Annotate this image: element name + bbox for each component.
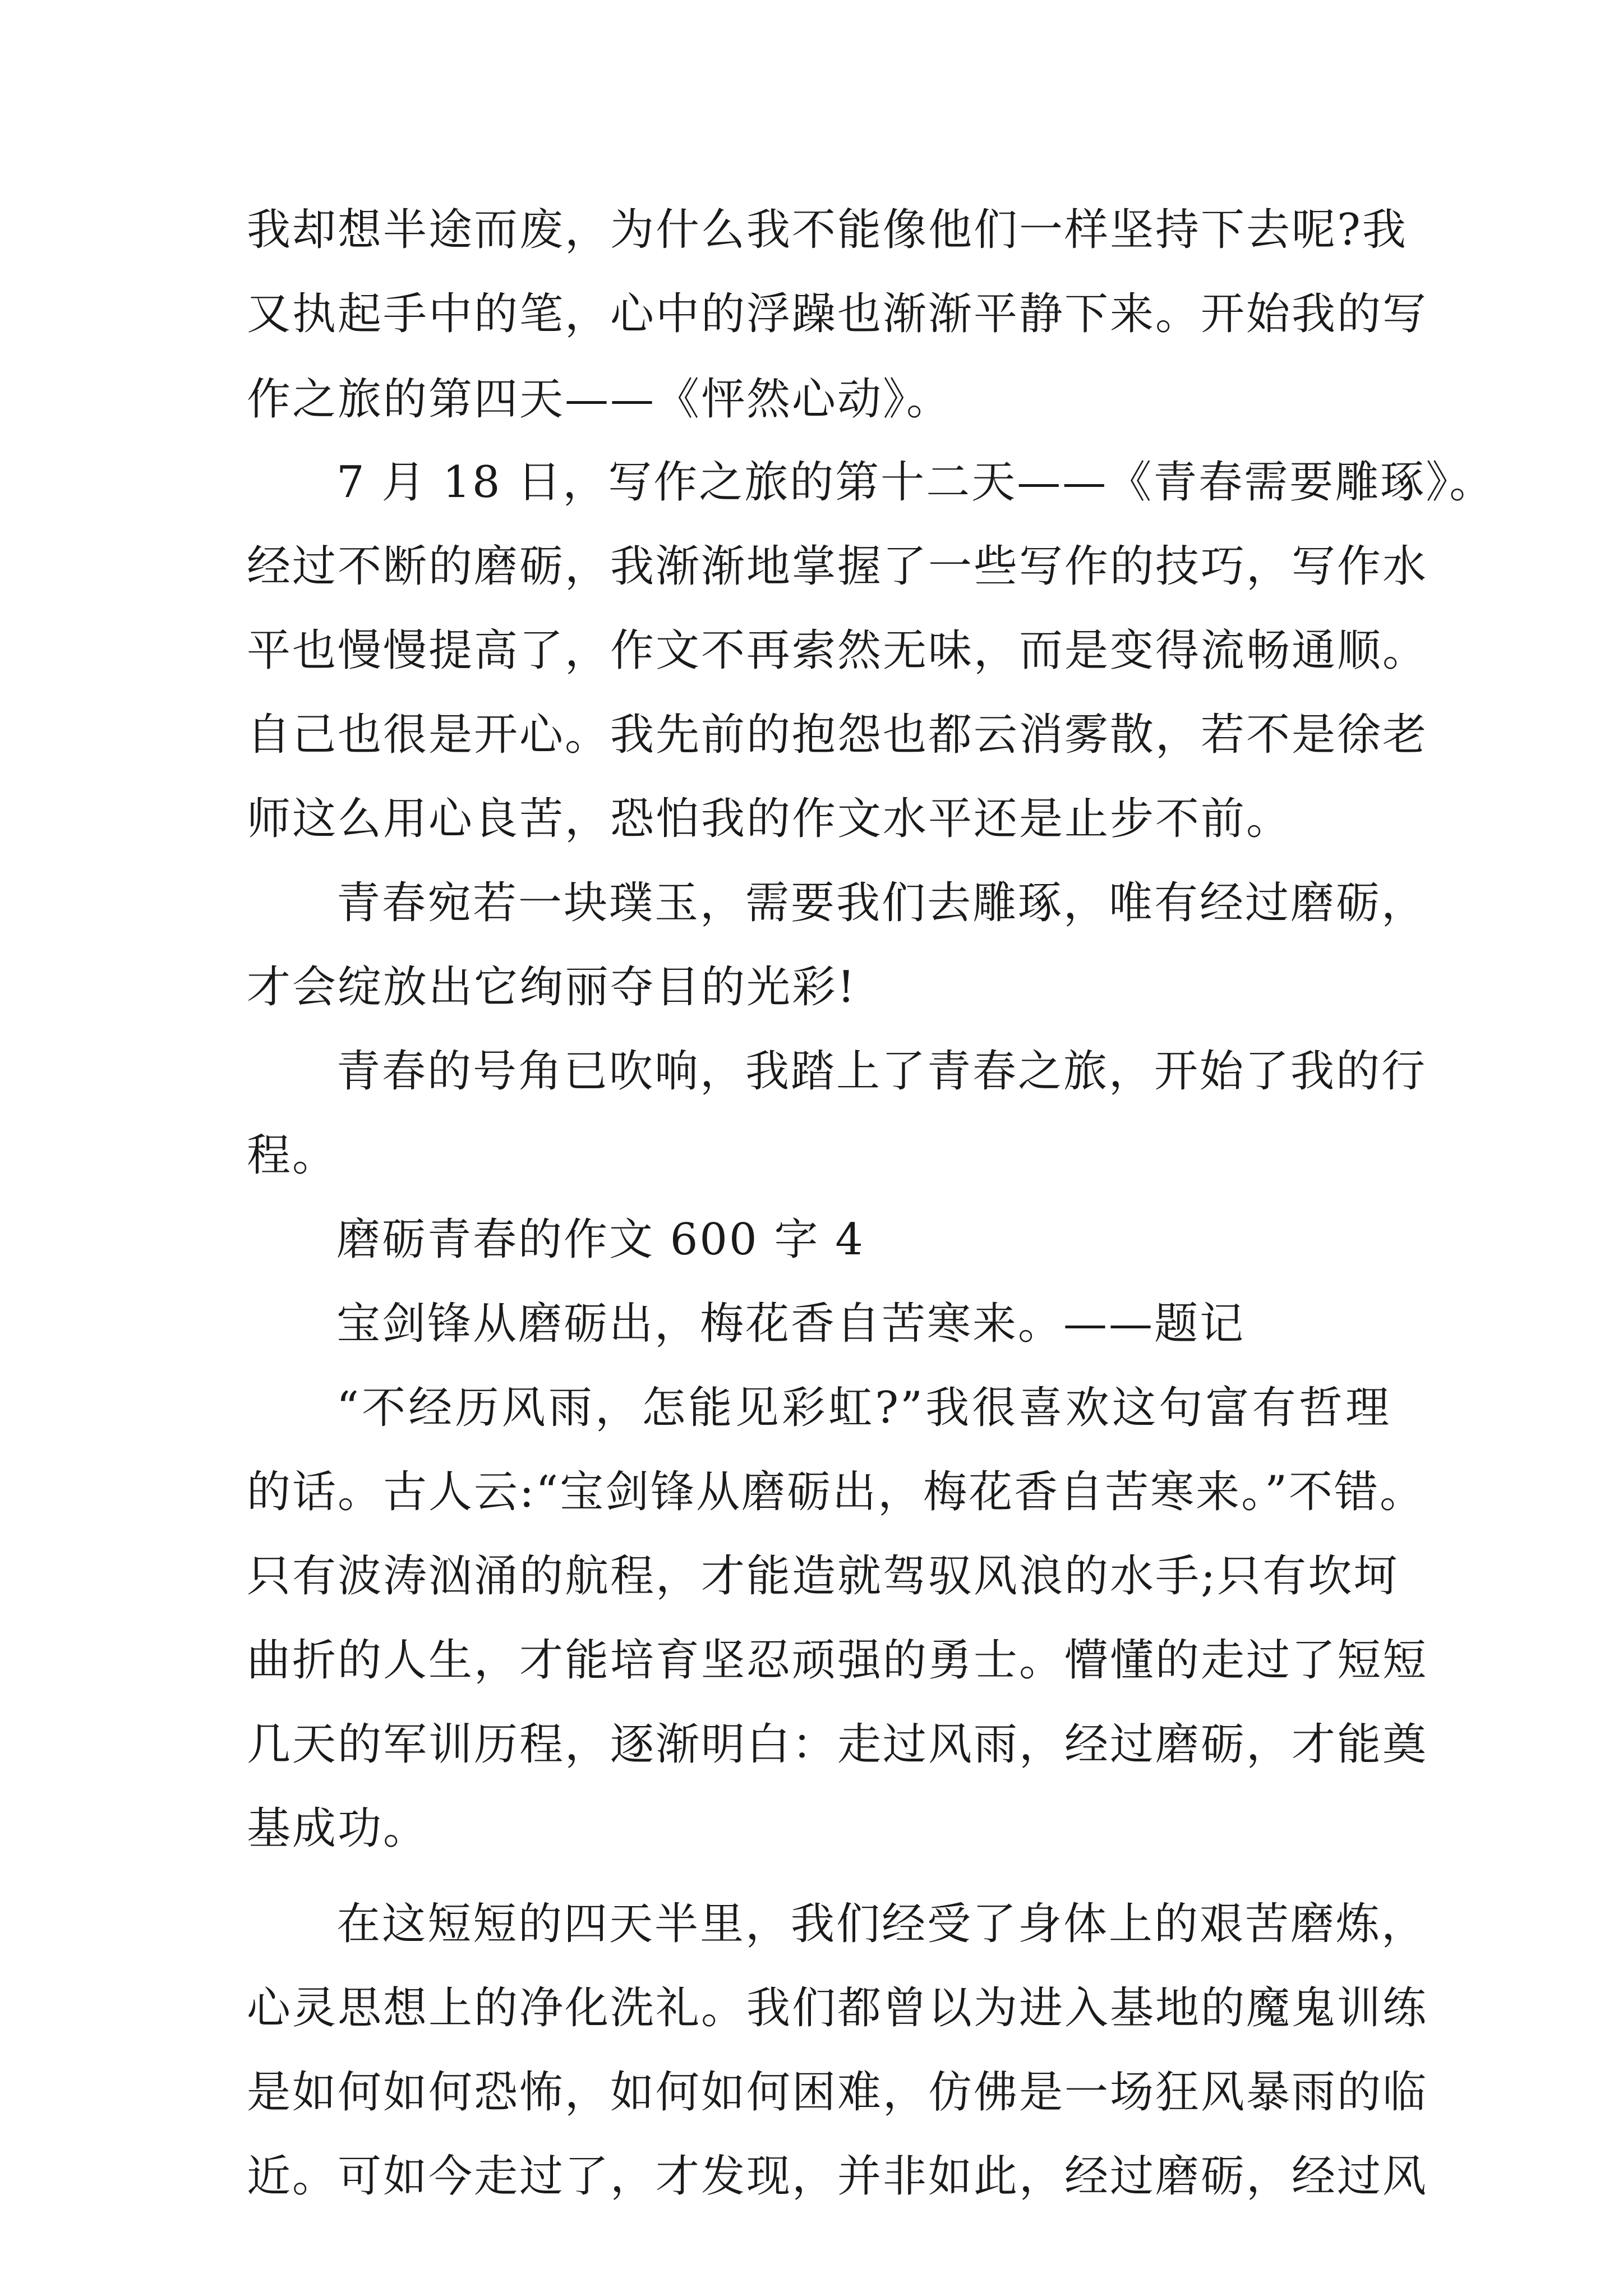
text-line: 程。	[247, 1130, 338, 1181]
text-line: 只有波涛汹涌的航程，才能造就驾驭风浪的水手;只有坎坷	[247, 1551, 1399, 1602]
text-line: 平也慢慢提高了，作文不再索然无味，而是变得流畅通顺。	[247, 625, 1428, 676]
section-heading: 磨砺青春的作文 600 字 4	[336, 1214, 865, 1265]
epigraph: 宝剑锋从磨砺出，梅花香自苦寒来。——题记	[336, 1299, 1246, 1349]
paragraph-start-line: 7 月 18 日，写作之旅的第十二天——《青春需要雕琢》。	[336, 457, 1495, 508]
paragraph-start-line: 青春宛若一块璞玉，需要我们去雕琢，唯有经过磨砺，	[336, 878, 1427, 928]
text-line: 师这么用心良苦，恐怕我的作文水平还是止步不前。	[247, 794, 1292, 844]
text-line: 曲折的人生，才能培育坚忍顽强的勇士。懵懂的走过了短短	[247, 1635, 1428, 1686]
text-line: 基成功。	[247, 1803, 429, 1854]
paragraph-start-line: “不经历风雨，怎能见彩虹?”我很喜欢这句富有哲理	[336, 1383, 1391, 1433]
text-line: 又执起手中的笔，心中的浮躁也渐渐平静下来。开始我的写	[247, 289, 1428, 339]
text-line: 是如何如何恐怖，如何如何困难，仿佛是一场狂风暴雨的临	[247, 2067, 1428, 2118]
paragraph-start-line: 在这短短的四天半里，我们经受了身体上的艰苦磨炼，	[336, 1899, 1427, 1949]
text-line: 心灵思想上的净化洗礼。我们都曾以为进入基地的魔鬼训练	[247, 1983, 1428, 2033]
text-line: 自己也很是开心。我先前的抱怨也都云消雾散，若不是徐老	[247, 710, 1428, 760]
text-line: 我却想半途而废，为什么我不能像他们一样坚持下去呢?我	[247, 205, 1408, 255]
paragraph-start-line: 青春的号角已吹响，我踏上了青春之旅，开始了我的行	[336, 1046, 1427, 1097]
text-line: 近。可如今走过了，才发现，并非如此，经过磨砺，经过风	[247, 2151, 1428, 2202]
text-line: 才会绽放出它绚丽夺目的光彩!	[247, 962, 857, 1013]
text-line: 几天的军训历程，逐渐明白：走过风雨，经过磨砺，才能奠	[247, 1719, 1428, 1770]
text-line: 作之旅的第四天——《怦然心动》。	[247, 374, 952, 425]
text-line: 的话。古人云:“宝剑锋从磨砺出，梅花香自苦寒来。”不错。	[247, 1467, 1426, 1517]
text-line: 经过不断的磨砺，我渐渐地掌握了一些写作的技巧，写作水	[247, 541, 1428, 592]
